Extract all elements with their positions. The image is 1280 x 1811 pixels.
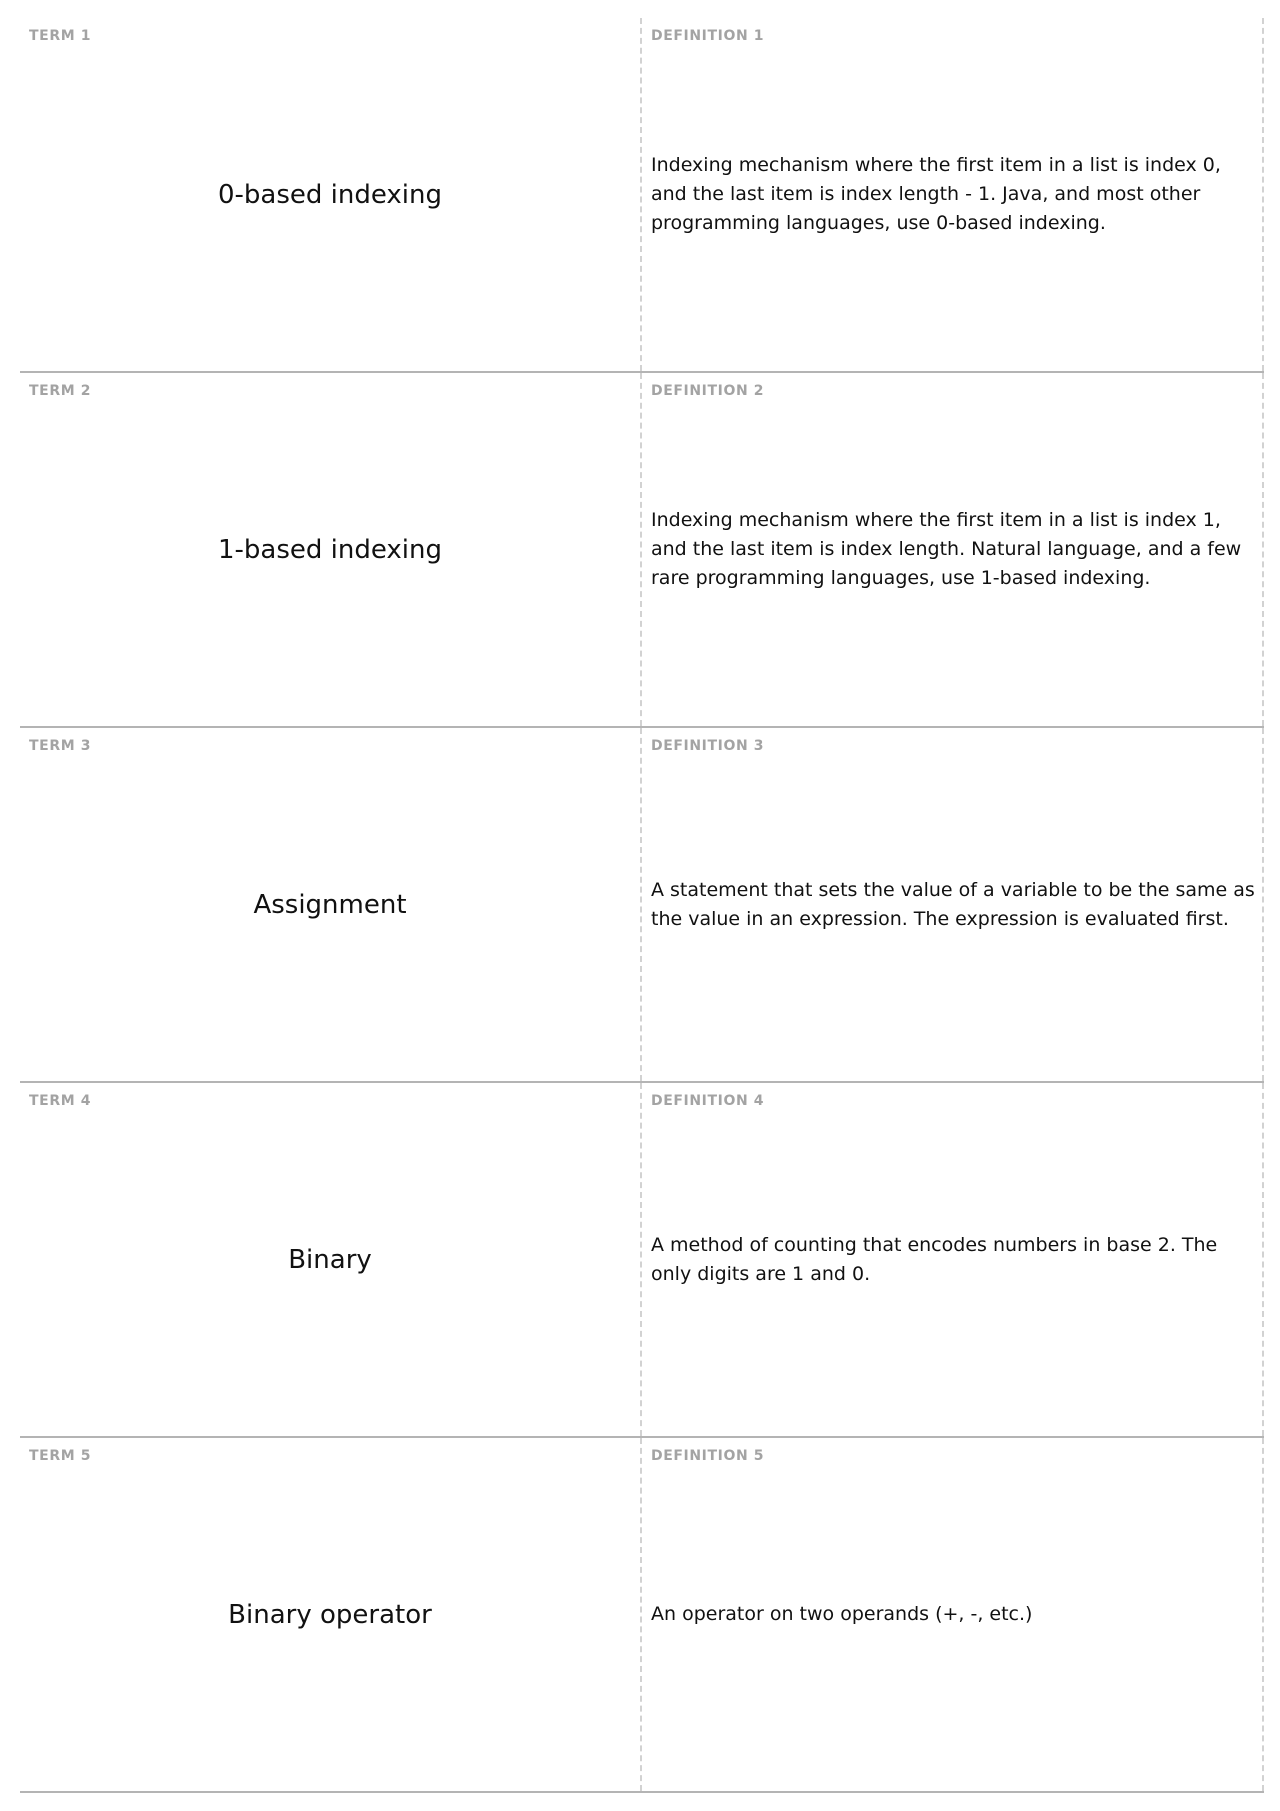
- definition-text-wrap: [651, 1438, 1256, 1791]
- definition-cell: [642, 373, 1264, 726]
- term-text: Binary operator: [228, 1599, 432, 1630]
- term-label: TERM 3: [29, 738, 92, 754]
- definition-text-wrap: [651, 373, 1256, 726]
- term-label: TERM 1: [29, 28, 92, 44]
- definition-text: A method of counting that encodes numbers in base 2. The only digits are 1 and 0.: [651, 1233, 1218, 1285]
- term-text: Binary: [288, 1244, 372, 1275]
- flashcard-row-5: [20, 1438, 1264, 1793]
- definition-label: DEFINITION 5: [651, 1448, 765, 1464]
- term-cell: [20, 1083, 642, 1436]
- flashcard-sheet: [20, 18, 1264, 1793]
- definition-label: DEFINITION 3: [651, 738, 765, 754]
- flashcard-row-4: [20, 1083, 1264, 1438]
- definition-text: Indexing mechanism where the first item in a list is index 1, and the last item is index length. Natural language, and a few rare programming languages, use 1-based indexing.: [651, 509, 1242, 589]
- definition-text-wrap: [651, 1083, 1256, 1436]
- term-label: TERM 5: [29, 1448, 92, 1464]
- flashcard-row-3: [20, 728, 1264, 1083]
- definition-cell: [642, 1083, 1264, 1436]
- term-cell: [20, 18, 642, 371]
- definition-cell: [642, 1438, 1264, 1791]
- definition-text-wrap: [651, 728, 1256, 1081]
- term-label: TERM 4: [29, 1093, 92, 1109]
- definition-text: An operator on two operands (+, -, etc.): [651, 1603, 1033, 1625]
- flashcard-row-1: [20, 18, 1264, 373]
- flashcard-row-2: [20, 373, 1264, 728]
- term-label: TERM 2: [29, 383, 92, 399]
- definition-label: DEFINITION 1: [651, 28, 765, 44]
- definition-cell: [642, 728, 1264, 1081]
- definition-text: Indexing mechanism where the first item in a list is index 0, and the last item is index length - 1. Java, and most other programming languages, use 0-based indexing.: [651, 154, 1221, 234]
- definition-label: DEFINITION 2: [651, 383, 765, 399]
- term-cell: [20, 373, 642, 726]
- definition-text: A statement that sets the value of a variable to be the same as the value in an expression. The expression is evaluated first.: [651, 878, 1255, 930]
- definition-text-wrap: [651, 18, 1256, 371]
- term-cell: [20, 728, 642, 1081]
- definition-label: DEFINITION 4: [651, 1093, 765, 1109]
- term-cell: [20, 1438, 642, 1791]
- term-text: 1-based indexing: [217, 534, 442, 565]
- term-text: Assignment: [253, 889, 407, 920]
- term-text: 0-based indexing: [217, 179, 442, 210]
- definition-cell: [642, 18, 1264, 371]
